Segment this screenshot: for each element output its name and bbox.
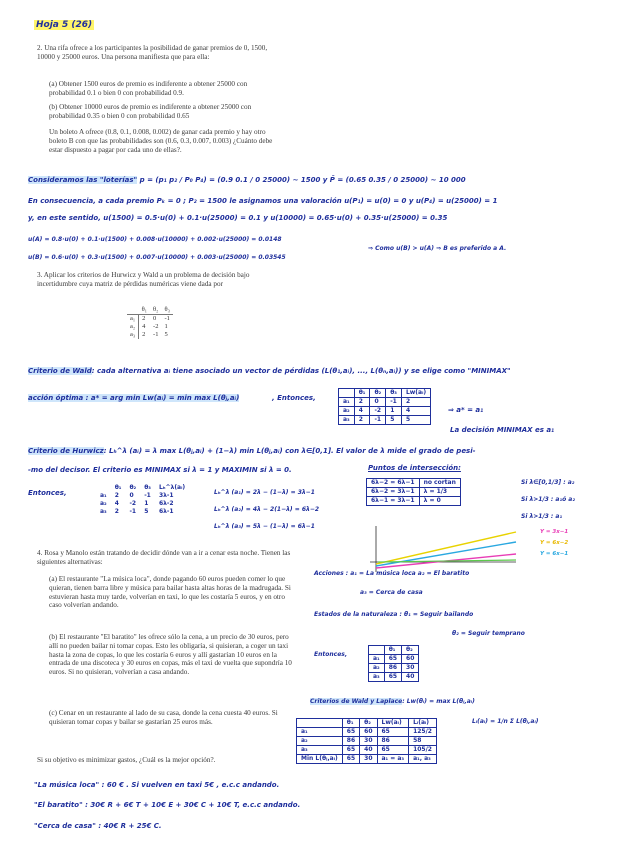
matrix-cell: a₂ [127,323,139,331]
matrix-cell: a₃ [127,331,139,339]
legend-item: Y = 3x−1 [540,529,569,535]
t2-cell: 60 [360,728,377,737]
hurwicz-cell: 2 [114,508,119,515]
hurwicz-row [96,508,189,516]
sol4-acciones2: a₃ = Cerca de casa [360,589,423,596]
t2-row [297,728,437,737]
legend-item: Y = 6x−1 [540,551,569,557]
hurwicz-cell [96,484,111,492]
problem-4-item-b: (b) El restaurante "El baratito" les ofrece sólo la cena, a un precio de 30 euros, pero allí no pueden bailar ni tomar copas. Esto les obligaría, si quisieran, a coger un taxi hasta la zona de copas, lo que les costaría 6 euros y allí gastarían 10 euros en la entrada de una discoteca y 30 euros en copas, más el taxi de vuelta que supondría 10 euros. Si no quisieran, volverían a casa andando. [49,633,292,677]
wald-cell: a₂ [339,407,355,416]
t2-cell: 30 [360,755,377,764]
intersect-cell: 6λ−2 = 6λ−1 [367,479,420,488]
hurwicz-text2: -mo del decisor. El criterio es MINIMAX si λ = 1 y MAXIMIN si λ = 0. [28,466,292,474]
sol4-footer-3: "Cerca de casa" : 40€ R + 25€ C. [34,822,162,830]
t1-cell: 30 [402,664,419,673]
sol4-table2 [296,718,437,764]
page-title: Hoja 5 (26) [36,20,93,30]
intersect-row [367,479,461,488]
matrix-cell: -1 [153,331,159,338]
wald-row [339,407,431,416]
matrix-row [127,315,173,324]
t2-cell: a₂ [297,737,343,746]
hurwicz-header-row [96,484,189,492]
t2-cell: 86 [377,737,409,746]
wald-cell: Lw(aᵢ) [401,389,430,398]
sol4-table1 [368,645,419,682]
wald-cell: 4 [354,407,370,416]
graph-line-yellow [376,532,516,564]
t2-cell: 40 [360,746,377,755]
intersect-title: Puntos de intersección: [368,464,461,472]
matrix-cell: a₁ [127,315,139,324]
problem-4-item-a: (a) El restaurante "La música loca", donde pagando 60 euros pueden comer lo que quieran, tienen barra libre y música para bailar hasta altas horas de la madrugada. Si estuvieran hasta muy tarde, volverían en taxi, lo que les costaría 5 euros, y en otro caso volverían andando. [49,575,291,610]
hurwicz-eq1: Lₕ^λ (a₁) = 2λ − (1−λ) = 3λ−1 [214,489,315,496]
hurwicz-cell: -2 [129,500,137,507]
wald-title: Criterio de Wald [28,367,92,375]
matrix-header-row [127,306,173,315]
matrix-cell: 5 [164,331,168,338]
hurwicz-cell: 6λ-1 [158,508,174,515]
t2-row [297,746,437,755]
sol2-line4: u(A) = 0.8·u(0) + 0.1·u(1500) + 0.008·u(10000) + 0.002·u(25000) = 0.0148 [28,236,282,243]
matrix-cell: θ₁ [141,306,148,313]
t2-cell: a₃ [297,746,343,755]
t1-cell: a₁ [369,655,385,664]
graph-legend [540,527,568,560]
wald-intro [28,366,598,377]
side-line: Si λ>1/3 : a₁ [521,513,563,520]
hurwicz-text: : Lₕ^λ (aᵢ) = λ max L(θⱼ,aᵢ) + (1−λ) min L(θⱼ,aᵢ) con λ∈[0,1]. El valor de λ mide el grado de pesi- [103,447,476,455]
t1-cell: 40 [402,673,419,682]
wald-cell: 5 [386,416,402,425]
t1-row [369,664,419,673]
matrix-cell: 4 [142,323,146,330]
matrix-cell: 0 [153,315,157,322]
hurwicz-intro [28,446,608,457]
t2-cell: Min L(θⱼ,aᵢ) [297,755,343,764]
sol2-conclusion: ⇒ Como u(B) > u(A) ⇒ B es preferido a A. [368,245,507,252]
t2-cell: 58 [409,737,437,746]
intersect-table [366,478,461,506]
hurwicz-cell: θ₁ [114,484,122,491]
t2-cell: a₁ [297,728,343,737]
hurwicz-cell: 3λ-1 [158,492,174,499]
t2-cell: Lₗ(aᵢ) [409,719,437,728]
t1-cell: 86 [384,664,401,673]
hurwicz-side [521,474,575,525]
wald-decision: La decisión MINIMAX es a₁ [450,426,555,434]
criterios-line [310,698,475,705]
wald-cell: θ₁ [354,389,370,398]
hurwicz-cell: a₃ [100,508,107,515]
problem-2-item-a: (a) Obtener 1500 euros de premio es indiferente a obtener 25000 con probabilidad 0.1 o bien 0 con probabilidad 0.9. [49,80,248,97]
intersect-cell: no cortan [419,479,460,488]
t2-header-row [297,719,437,728]
t2-cell: 86 [342,737,359,746]
wald-entonces: , Entonces, [272,394,316,402]
wald-cell: 4 [401,407,430,416]
hurwicz-entonces: Entonces, [28,489,67,497]
hurwicz-cell: Lₕ^λ(aᵢ) [158,484,186,491]
wald-cell [339,389,355,398]
t2-cell: 65 [377,746,409,755]
t1-cell: 60 [402,655,419,664]
problem-4-intro: 4. Rosa y Manolo están tratando de decidir dónde van a ir a cenar esta noche. Tienen las siguientes alternativas: [37,549,291,566]
t1-cell: a₃ [369,673,385,682]
t2-cell: a₁ = a₃ [377,755,409,764]
hurwicz-cell: -1 [144,492,151,499]
hurwicz-cell: 1 [144,500,149,507]
problem-4-question: Si su objetivo es minimizar gastos, ¿Cuál es la mejor opción?. [37,756,216,764]
wald-accion: acción óptima : a* = arg min Lw(aᵢ) = min max L(θⱼ,aᵢ) [28,394,240,402]
problem-2-item-b: (b) Obtener 10000 euros de premio es indiferente a obtener 25000 con probabilidad 0.35 o bien 0 con probabilidad 0.65 [49,103,252,120]
intersect-cell: λ = 1/3 [419,488,460,497]
problem-2-question: Un boleto A ofrece (0.8, 0.1, 0.008, 0.002) de ganar cada premio y hay otro boleto B con que las probabilidades son (0.6, 0.3, 0.007, 0.003) ¿Cuánto debe estar dispuesto a pagar por cada uno de ellas?. [49,128,273,154]
hurwicz-table [96,484,189,516]
wald-cell: 2 [401,398,430,407]
hurwicz-eq2: Lₕ^λ (a₂) = 4λ − 2(1−λ) = 6λ−2 [214,506,320,513]
hurwicz-row [96,492,189,500]
legend-item: Y = 6x−2 [540,540,569,546]
matrix-cell [127,306,139,315]
wald-cell: -2 [370,407,386,416]
hurwicz-row [96,500,189,508]
matrix-row [127,331,173,339]
matrix-cell: 2 [142,331,146,338]
hurwicz-cell: θ₂ [129,484,137,491]
t2-cell: Lw(aᵢ) [377,719,409,728]
sol2-line5: u(B) = 0.6·u(0) + 0.3·u(1500) + 0.007·u(10000) + 0.003·u(25000) = 0.03545 [28,254,286,261]
wald-cell: 2 [354,416,370,425]
wald-result: ⇒ a* = a₁ [448,406,484,414]
sol4-acciones: Acciones : a₁ = La música loca a₂ = El baratito [314,570,470,577]
matrix-cell: 2 [142,315,146,322]
problem-4-item-c: (c) Cenar en un restaurante al lado de su casa, donde la cena cuesta 40 euros. Si quisieran tomar copas y bailar se gastarían 25 euros más. [49,709,278,726]
hurwicz-title: Criterio de Hurwicz [28,447,104,455]
t2-cell: 65 [342,746,359,755]
t2-cell [297,719,343,728]
matrix-row [127,323,173,331]
loterias-label: Consideramos las "loterías" [28,176,138,184]
t2-cell: 65 [342,728,359,737]
hurwicz-graph [366,524,526,574]
sol4-footer-1: "La música loca" : 60 € . Si vuelven en taxi 5€ , e.c.c andando. [34,781,280,789]
t1-cell: 65 [384,673,401,682]
sol4-estados: Estados de la naturaleza : θ₁ = Seguir bailando [314,611,474,618]
problem-2-intro: 2. Una rifa ofrece a los participantes la posibilidad de ganar premios de 0, 1500, 10000 y 25000 euros. Una persona manifiesta que para ella: [37,44,268,61]
wald-header-row [339,389,431,398]
wald-row [339,398,431,407]
t1-header-row [369,646,419,655]
hurwicz-cell: 4 [114,500,119,507]
matrix-cell: θ₃ [164,306,170,313]
wald-cell: a₃ [339,416,355,425]
wald-cell: -1 [370,416,386,425]
hurwicz-cell: a₂ [100,500,107,507]
t2-row [297,755,437,764]
t2-cell: 30 [360,737,377,746]
side-line: Si λ∈[0,1/3] : a₂ [521,479,575,486]
t1-cell: θ₁ [384,646,401,655]
t1-row [369,655,419,664]
wald-table [338,388,431,425]
sol4-estados2: θ₂ = Seguir temprano [452,630,525,637]
t2-cell: a₁, a₃ [409,755,437,764]
wald-cell: θ₂ [370,389,386,398]
hurwicz-cell: θ₃ [144,484,151,491]
criterios-title: Criterios de Wald y Laplace [310,698,403,705]
intersect-cell: 6λ−2 = 3λ−1 [367,488,420,497]
wald-cell: 0 [370,398,386,407]
matrix-cell: -2 [153,323,159,330]
t2-cell: 65 [342,755,359,764]
sol4-entonces: Entonces, [314,651,348,658]
sol2-line2: En consecuencia, a cada premio Pₖ = 0 ; P₂ = 1500 le asignamos una valoración u(P₁) = u(0) = 0 y u(P₄) = u(25000) = 1 [28,197,498,205]
matrix-cell: θ₂ [153,306,159,313]
wald-row [339,416,431,425]
t1-cell [369,646,385,655]
t1-cell: a₂ [369,664,385,673]
hurwicz-cell: a₁ [100,492,107,499]
t2-cell: 105/2 [409,746,437,755]
hurwicz-cell: 6λ-2 [158,500,174,507]
intersect-cell: 6λ−1 = 3λ−1 [367,497,420,506]
wald-cell: 2 [354,398,370,407]
wald-cell: 1 [386,407,402,416]
wald-cell: θ₃ [386,389,402,398]
wald-text: : cada alternativa aᵢ tiene asociado un vector de pérdidas (L(θ₁,aᵢ), ..., L(θₙ,aᵢ)) y se elige como "MINIMAX" [91,367,511,375]
hurwicz-eq3: Lₕ^λ (a₃) = 5λ − (1−λ) = 6λ−1 [214,523,315,530]
intersect-cell: λ = 0 [419,497,460,506]
problem-3-intro: 3. Aplicar los criterios de Hurwicz y Wald a un problema de decisión bajo incertidumbre cuya matriz de pérdidas numéricas viene dada por [37,271,250,288]
t1-row [369,673,419,682]
hurwicz-cell: 5 [144,508,149,515]
sol4-footer-2: "El baratito" : 30€ R + 6€ T + 10€ E + 30€ C + 10€ T, e.c.c andando. [34,801,301,809]
wald-cell: a₁ [339,398,355,407]
t2-cell: 125/2 [409,728,437,737]
t2-cell: θ₂ [360,719,377,728]
criterios-formula: : Lw(θᵢ) = max L(θⱼ,aᵢ) [402,698,475,705]
hurwicz-cell: 0 [129,492,134,499]
t2-row [297,737,437,746]
t2-cell: θ₁ [342,719,359,728]
sol2-line3: y, en este sentido, u(1500) = 0.5·u(0) + 0.1·u(25000) = 0.1 y u(10000) = 0.65·u(0) + 0.35·u(25000) = 0.35 [28,214,448,222]
laplace-formula: Lₗ(aᵢ) = 1/n Σ L(θⱼ,aᵢ) [472,718,539,725]
t2-cell: 65 [377,728,409,737]
hurwicz-cell: -1 [129,508,137,515]
graph-line-blue [376,542,516,566]
wald-cell: -1 [386,398,402,407]
t1-cell: 65 [384,655,401,664]
matrix-cell: 1 [164,323,168,330]
intersect-row [367,488,461,497]
matrix-cell: -1 [164,315,170,322]
t1-cell: θ₂ [402,646,419,655]
intersect-row [367,497,461,506]
wald-cell: 5 [401,416,430,425]
side-line: Si λ>1/3 : a₁ó a₂ [521,496,575,503]
loterias-def: p = (p₁ p₂ / P₀ P₄) = (0.9 0.1 / 0 25000) ~ 1500 y P̄ = (0.65 0.35 / 0 25000) ~ 10 000 [139,176,466,184]
hurwicz-cell: 2 [114,492,119,499]
sol2-line1 [28,176,466,184]
problem-3-matrix [127,306,173,339]
